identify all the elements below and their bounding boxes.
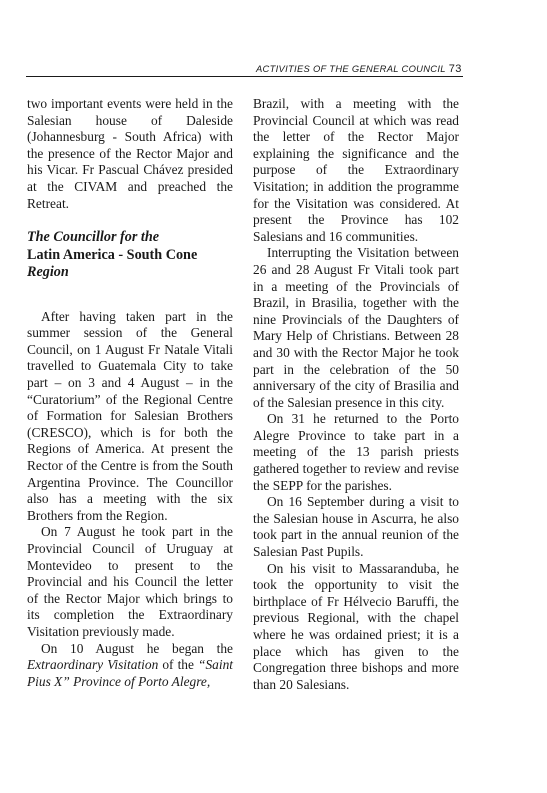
page-number: 73 [448, 63, 462, 75]
heading-line-3: Region [27, 264, 69, 281]
section-heading [27, 229, 233, 282]
paragraph-parish-priests: On 31 he returned to the Porto Alegre Province to take part in a meeting of the 13 parish priests gathered together to review and revise the SEPP for the parishes. [253, 411, 459, 493]
paragraph-porto-alegre [27, 641, 233, 691]
left-column [27, 96, 233, 690]
italic-run: “Saint Pius X” Province of Porto Alegre, [27, 657, 233, 689]
heading-line-2: Latin America - South Cone [27, 246, 198, 263]
running-title: ACTIVITIES OF THE GENERAL COUNCIL [256, 63, 446, 74]
italic-run: Extraordinary Visitation [27, 657, 159, 673]
paragraph-ascurra: On 16 September during a visit to the Salesian house in Ascurra, he also took part in the annual reunion of the Salesian Past Pupils. [253, 494, 459, 560]
paragraph-brasilia: Interrupting the Visitation between 26 and 28 August Fr Vitali took part in a meeting of the Provincials of Brazil, in Brasilia, together with the nine Provincials of the Daughters of Mary Help of Christians. Between 28 and 30 with the Rector Major he took part in the celebration of the 50 anniversary of the city of Brasilia and of the Salesian presence in this city. [253, 245, 459, 410]
heading-line-1: The Councillor for the [27, 229, 160, 246]
paragraph-guatemala: After having taken part in the summer session of the General Council, on 1 August Fr Natale Vitali travelled to Guatemala City to take part – on 3 and 4 August – in the “Curatorium” of the Regional Centre of Formation for Salesian Brothers (CRESCO), which is for both the Regions of America. At present the Rector of the Centre is from the South Argentina Province. The Councillor also has a meeting with the six Brothers from the Region. [27, 308, 233, 523]
paragraph-massaranduba: On his visit to Massaranduba, he took the opportunity to visit the birthplace of Fr Hélvecio Baruffi, the previous Regional, with the chapel where he was ordained priest; it is a place which has given to the Congregation three bishops and more than 20 Salesians. [253, 560, 459, 692]
text-run: of the [158, 657, 199, 673]
paragraph-brazil: Brazil, with a meeting with the Provincial Council at which was read the letter of the Rector Major explaining the significance and the purpose of the Extraordinary Visitation; in addition the programme for the Visitation was considered. At present the Province has 102 Salesians and 16 communities. [253, 96, 459, 244]
right-column [253, 96, 459, 693]
running-header [256, 63, 460, 75]
paragraph-uruguay: On 7 August he took part in the Provincial Council of Uruguay at Montevideo to present to the Provincial and his Council the letter of the Rector Major which brings to its completion the Extraordinary Visitation previously made. [27, 524, 233, 639]
paragraph-daleside: two important events were held in the Salesian house of Daleside (Johannesburg - South Africa) with the presence of the Rector Major and his Vicar. Fr Pascual Chávez presided at the CIVAM and preached the Retreat. [27, 96, 233, 211]
text-run: On 10 August he began the [41, 640, 233, 656]
header-rule [26, 76, 463, 77]
